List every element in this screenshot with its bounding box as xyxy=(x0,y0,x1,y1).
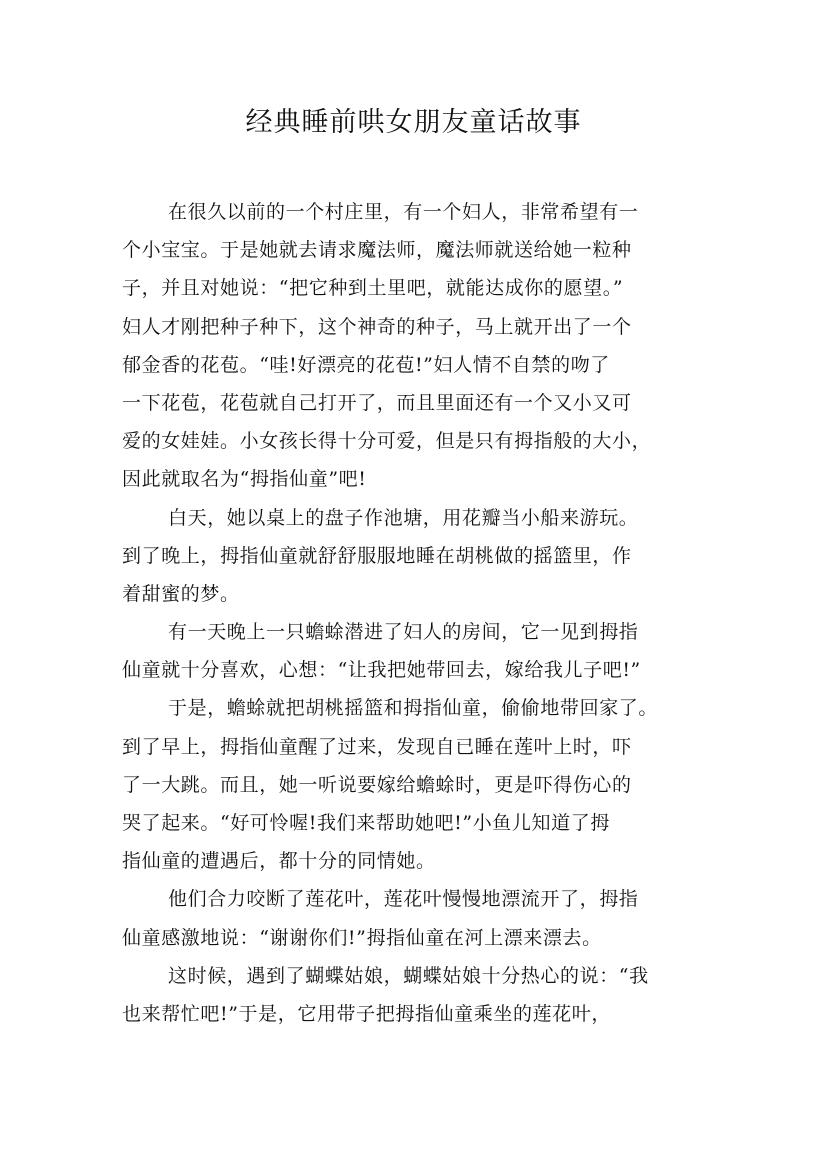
story-line: 仙童感激地说：“谢谢你们!”拇指仙童在河上漂来漂去。 xyxy=(122,926,602,949)
story-line: 白天，她以桌上的盘子作池塘，用花瓣当小船来游玩。 xyxy=(168,506,639,529)
story-line: 他们合力咬断了莲花叶，莲花叶慢慢地漂流开了，拇指 xyxy=(168,888,639,911)
story-line: 这时候，遇到了蝴蝶姑娘，蝴蝶姑娘十分热心的说：“我 xyxy=(168,964,649,987)
story-line: 一下花苞，花苞就自己打开了，而且里面还有一个又小又可 xyxy=(122,391,632,414)
story-line: 爱的女娃娃。小女孩长得十分可爱，但是只有拇指般的大小， xyxy=(122,430,652,453)
document-title: 经典睡前哄女朋友童话故事 xyxy=(245,107,582,138)
story-line: 了一大跳。而且，她一听说要嫁给蟾蜍时，更是吓得伤心的 xyxy=(122,773,632,796)
story-line: 指仙童的遭遇后，都十分的同情她。 xyxy=(122,850,436,873)
story-line: 妇人才刚把种子种下，这个神奇的种子，马上就开出了一个 xyxy=(122,315,632,338)
story-line: 哭了起来。“好可怜喔!我们来帮助她吧!”小鱼儿知道了拇 xyxy=(122,812,610,834)
story-line: 到了晚上，拇指仙童就舒舒服服地睡在胡桃做的摇篮里，作 xyxy=(122,544,632,567)
story-line: 也来帮忙吧!”于是，它用带子把拇指仙童乘坐的莲花叶， xyxy=(122,1002,611,1025)
story-line: 于是，蟾蜍就把胡桃摇篮和拇指仙童，偷偷地带回家了。 xyxy=(168,697,659,720)
story-line: 个小宝宝。于是她就去请求魔法师，魔法师就送给她一粒种 xyxy=(122,239,632,262)
story-line: 着甜蜜的梦。 xyxy=(122,582,240,605)
story-body xyxy=(122,193,712,1033)
story-line: 到了早上，拇指仙童醒了过来，发现自已睡在莲叶上时，吓 xyxy=(122,735,632,758)
story-line: 仙童就十分喜欢，心想：“让我把她带回去，嫁给我儿子吧!” xyxy=(122,659,641,682)
story-line: 郁金香的花苞。“哇!好漂亮的花苞!”妇人情不自禁的吻了 xyxy=(122,353,610,376)
story-line: 子，并且对她说：“把它种到土里吧，就能达成你的愿望。” xyxy=(122,277,624,300)
story-line: 有一天晚上一只蟾蜍潜进了妇人的房间，它一见到拇指 xyxy=(168,621,639,644)
story-line: 在很久以前的一个村庄里，有一个妇人，非常希望有一 xyxy=(168,201,639,223)
story-line: 因此就取名为“拇指仙童”吧! xyxy=(122,468,367,491)
